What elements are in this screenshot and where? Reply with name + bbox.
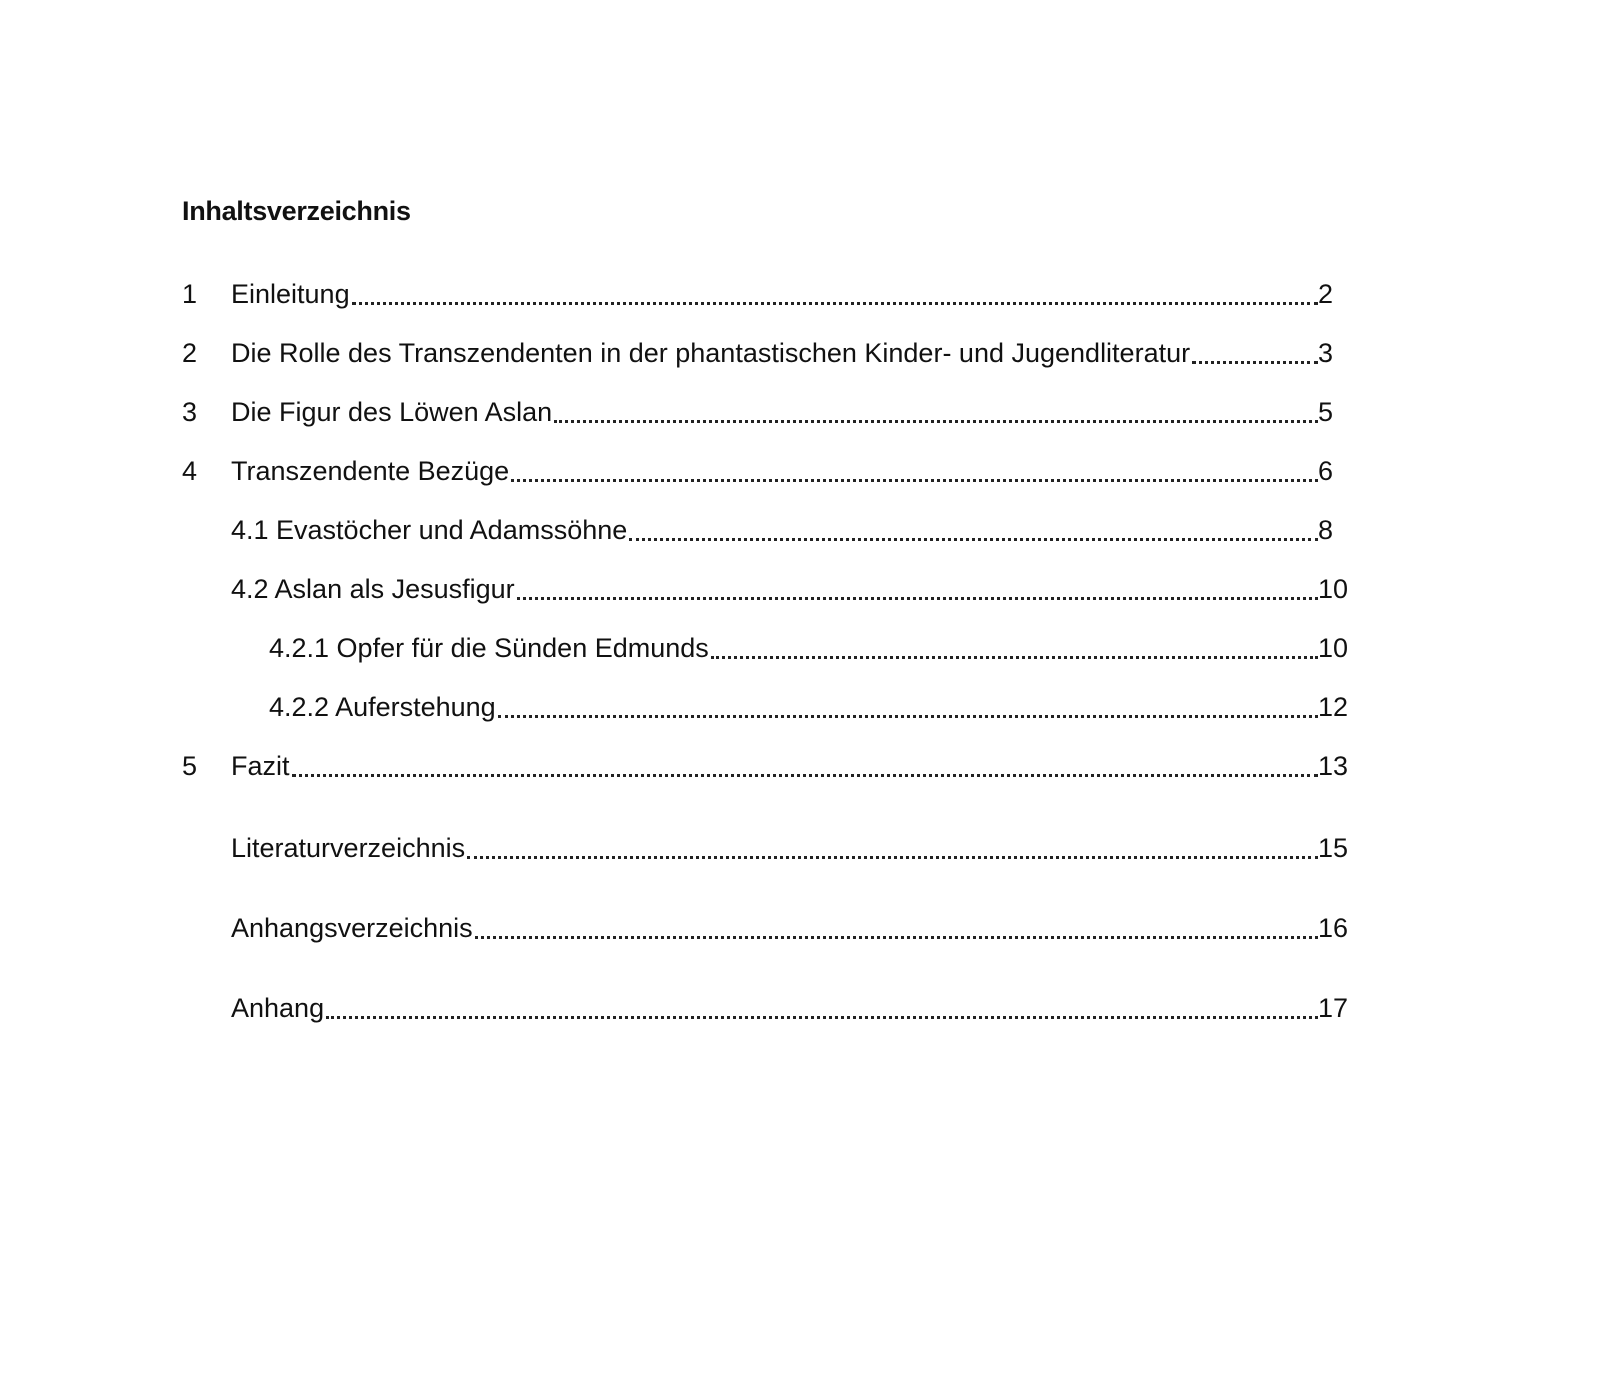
toc-entry-page-number[interactable]: 2 (1318, 279, 1334, 309)
toc-entry-label[interactable]: Anhangsverzeichnis (231, 910, 473, 946)
toc-entry-label[interactable]: Die Rolle des Transzendenten in der phantastischen Kinder- und Jugendliteratur (231, 335, 1190, 371)
toc-entry-label[interactable]: Fazit (231, 748, 290, 784)
toc-entry[interactable] (0, 571, 1617, 607)
toc-entry-line (231, 830, 1318, 866)
toc-entry-page-number[interactable]: 12 (1318, 692, 1349, 722)
toc-entry-line (269, 630, 1318, 666)
toc-entry-page-number[interactable]: 13 (1318, 751, 1349, 781)
toc-entry-page-number[interactable]: 6 (1318, 456, 1334, 486)
toc-dot-leader (292, 774, 1318, 777)
toc-entry-page-number[interactable]: 17 (1318, 993, 1349, 1023)
toc-dot-leader (498, 715, 1318, 718)
toc-dot-leader (554, 420, 1318, 423)
toc-entry-number: 4 (182, 456, 198, 486)
toc-entry[interactable] (0, 910, 1617, 946)
toc-entry[interactable] (0, 830, 1617, 866)
toc-entry-line (231, 748, 1318, 784)
toc-dot-leader (475, 936, 1318, 939)
toc-entry-label[interactable]: 4.1 Evastöcher und Adamssöhne (231, 512, 627, 548)
toc-entry-page-number[interactable]: 10 (1318, 574, 1349, 604)
toc-entry-number: 3 (182, 397, 198, 427)
toc-dot-leader (1192, 361, 1318, 364)
toc-entry-label[interactable]: 4.2.1 Opfer für die Sünden Edmunds (269, 630, 709, 666)
toc-entry[interactable] (0, 689, 1617, 725)
toc-dot-leader (467, 856, 1318, 859)
toc-entry-page-number[interactable]: 3 (1318, 338, 1334, 368)
toc-title: Inhaltsverzeichnis (182, 196, 411, 226)
toc-entry[interactable] (0, 748, 1617, 784)
toc-entry-label[interactable]: 4.2.2 Auferstehung (269, 689, 496, 725)
toc-entry-number: 2 (182, 338, 198, 368)
toc-entry-page-number[interactable]: 16 (1318, 913, 1349, 943)
toc-entry-line (231, 394, 1318, 430)
toc-entry-page-number[interactable]: 15 (1318, 833, 1349, 863)
toc-entry-page-number[interactable]: 8 (1318, 515, 1334, 545)
toc-entry[interactable] (0, 512, 1617, 548)
toc-dot-leader (629, 538, 1318, 541)
toc-entry-label[interactable]: 4.2 Aslan als Jesusfigur (231, 571, 515, 607)
toc-dot-leader (511, 479, 1318, 482)
toc-dot-leader (517, 597, 1318, 600)
toc-entry-line (231, 571, 1318, 607)
toc-entry-line (231, 335, 1318, 371)
toc-entry[interactable] (0, 630, 1617, 666)
toc-entry-label[interactable]: Anhang (231, 990, 324, 1026)
toc-entry-label[interactable]: Einleitung (231, 276, 350, 312)
toc-entry[interactable] (0, 394, 1617, 430)
toc-entry-label[interactable]: Die Figur des Löwen Aslan (231, 394, 552, 430)
toc-entry-line (231, 512, 1318, 548)
toc-entry-line (231, 990, 1318, 1026)
toc-entry[interactable] (0, 453, 1617, 489)
toc-dot-leader (711, 656, 1318, 659)
toc-dot-leader (326, 1016, 1318, 1019)
toc-entry-line (231, 910, 1318, 946)
toc-entry-number: 5 (182, 751, 198, 781)
toc-entry-line (231, 453, 1318, 489)
toc-entry-label[interactable]: Transzendente Bezüge (231, 453, 509, 489)
toc-entry-number: 1 (182, 279, 198, 309)
toc-entry[interactable] (0, 276, 1617, 312)
toc-entry-line (231, 276, 1318, 312)
toc-dot-leader (352, 302, 1318, 305)
toc-entry[interactable] (0, 335, 1617, 371)
toc-entry-page-number[interactable]: 10 (1318, 633, 1349, 663)
toc-entry-line (269, 689, 1318, 725)
toc-entry-page-number[interactable]: 5 (1318, 397, 1334, 427)
toc-entry[interactable] (0, 990, 1617, 1026)
toc-entry-label[interactable]: Literaturverzeichnis (231, 830, 465, 866)
